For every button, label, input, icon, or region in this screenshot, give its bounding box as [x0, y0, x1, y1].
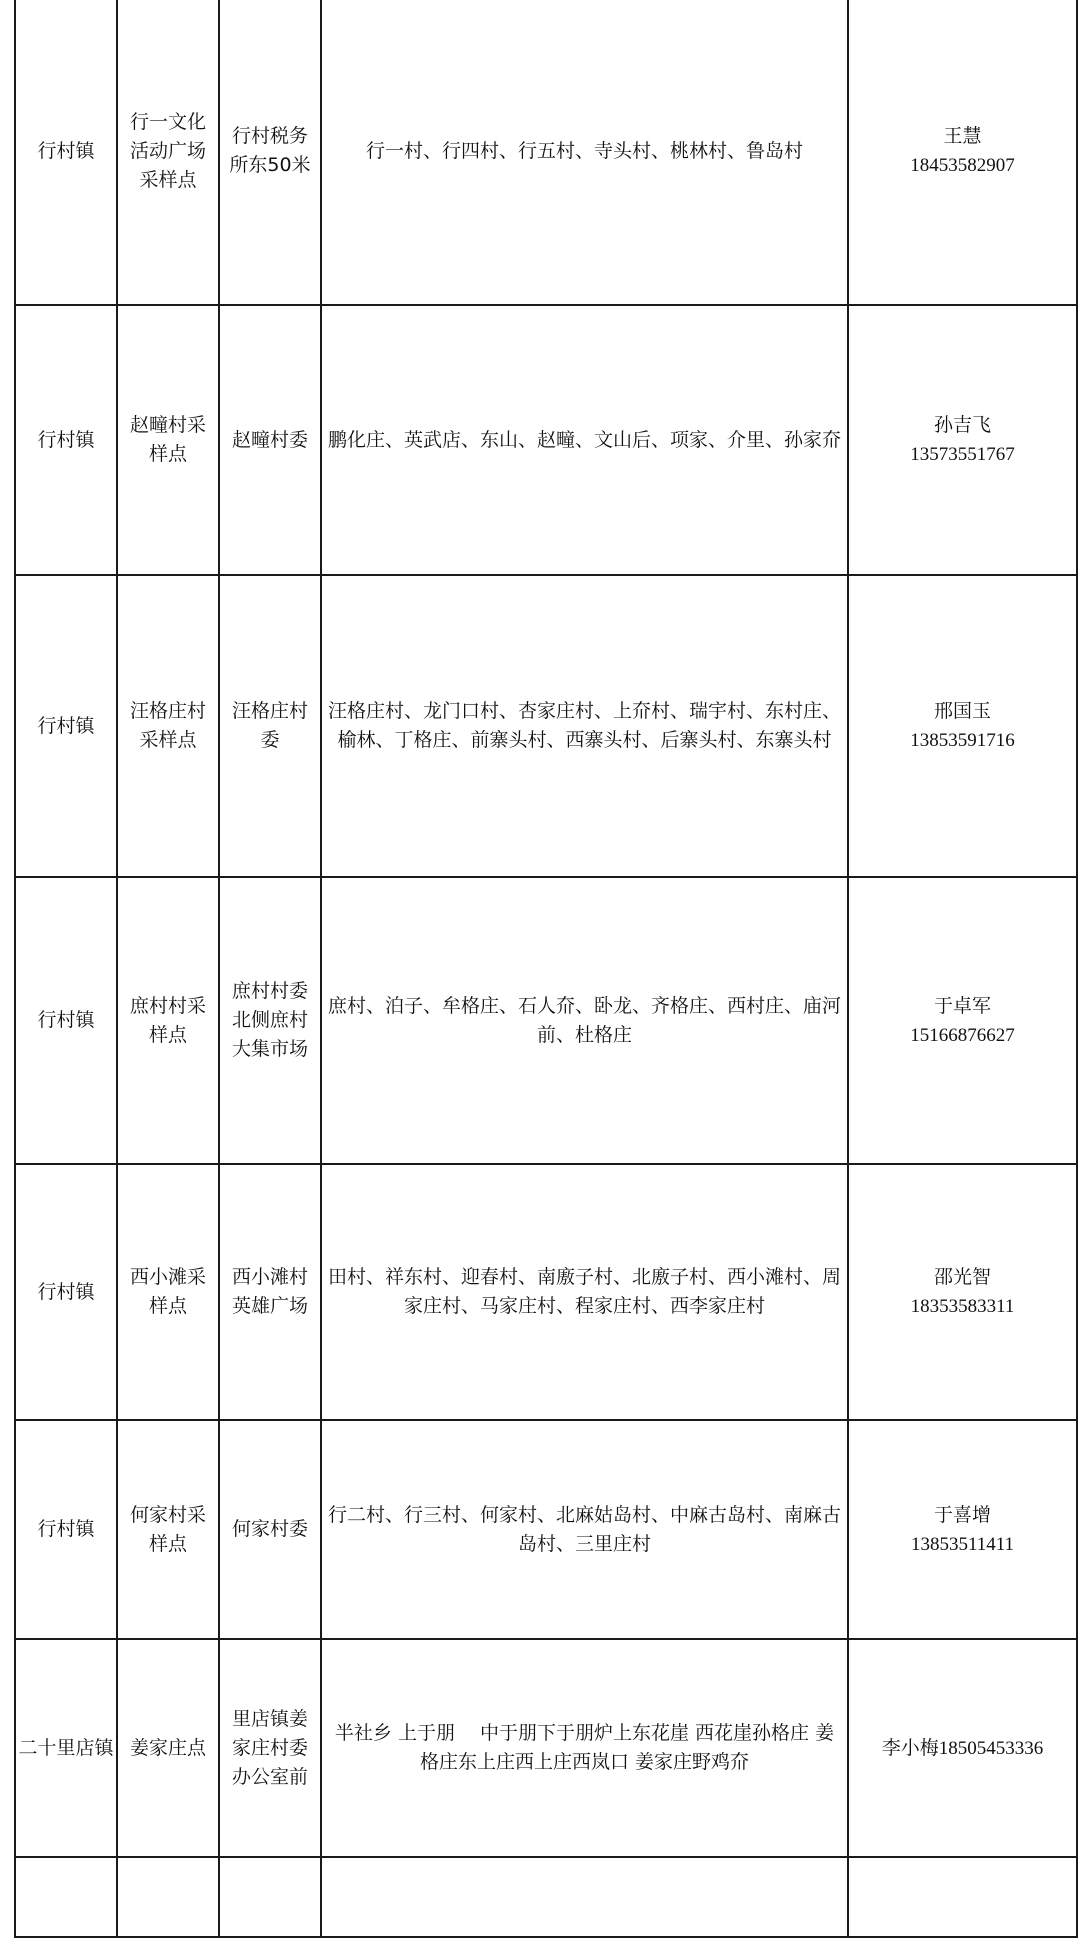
table-row	[15, 305, 1077, 575]
site-cell: 姜家庄点	[117, 1639, 219, 1857]
contact-cell	[848, 1164, 1077, 1420]
villages-cell: 行一村、行四村、行五村、寺头村、桃林村、鲁岛村	[321, 0, 848, 305]
contact-phone: 18353583311	[910, 1296, 1015, 1317]
site-cell: 赵疃村采样点	[117, 305, 219, 575]
site-cell: 西小滩采样点	[117, 1164, 219, 1420]
town-cell: 行村镇	[15, 877, 117, 1164]
location-cell: 西小滩村英雄广场	[219, 1164, 321, 1420]
contact-cell	[848, 575, 1077, 877]
table-row	[15, 877, 1077, 1164]
table-row	[15, 1420, 1077, 1639]
villages-cell: 行二村、行三村、何家村、北麻姑岛村、中麻古岛村、南麻古岛村、三里庄村	[321, 1420, 848, 1639]
site-cell: 汪格庄村采样点	[117, 575, 219, 877]
villages-cell: 半社乡 上于朋 中于朋下于朋炉上东花崖 西花崖孙格庄 姜格庄东上庄西上庄西岚口 姜家庄野鸡夼	[321, 1639, 848, 1857]
location-cell: 庶村村委北侧庶村大集市场	[219, 877, 321, 1164]
table-row	[15, 1857, 1077, 1937]
town-cell: 行村镇	[15, 1164, 117, 1420]
empty-cell	[848, 1857, 1077, 1937]
table-row	[15, 0, 1077, 305]
contact-cell	[848, 305, 1077, 575]
empty-cell	[321, 1857, 848, 1937]
villages-cell: 田村、祥东村、迎春村、南廒子村、北廒子村、西小滩村、周家庄村、马家庄村、程家庄村、西李家庄村	[321, 1164, 848, 1420]
location-cell: 汪格庄村委	[219, 575, 321, 877]
contact-phone: 13573551767	[910, 444, 1015, 465]
contact-phone: 13853591716	[910, 730, 1015, 751]
table-row	[15, 1639, 1077, 1857]
contact-cell	[848, 877, 1077, 1164]
contact-name: 于喜增	[933, 1503, 991, 1526]
villages-cell: 庶村、泊子、牟格庄、石人夼、卧龙、齐格庄、西村庄、庙河前、杜格庄	[321, 877, 848, 1164]
contact-phone: 18505453336	[938, 1737, 1044, 1759]
villages-cell: 鹏化庄、英武店、东山、赵疃、文山后、项家、介里、孙家夼	[321, 305, 848, 575]
contact-cell	[848, 0, 1077, 305]
site-cell: 何家村采样点	[117, 1420, 219, 1639]
contact-cell	[848, 1420, 1077, 1639]
table-row	[15, 1164, 1077, 1420]
town-cell: 行村镇	[15, 0, 117, 305]
villages-cell: 汪格庄村、龙门口村、杏家庄村、上夼村、瑞宇村、东村庄、榆林、丁格庄、前寨头村、西寨头村、后寨头村、东寨头村	[321, 575, 848, 877]
site-cell: 行一文化活动广场采样点	[117, 0, 219, 305]
empty-cell	[219, 1857, 321, 1937]
contact-name: 孙吉飞	[933, 414, 991, 436]
town-cell: 行村镇	[15, 575, 117, 877]
town-cell: 行村镇	[15, 305, 117, 575]
contact-phone: 18453582907	[910, 155, 1015, 176]
site-cell: 庶村村采样点	[117, 877, 219, 1164]
town-cell: 行村镇	[15, 1420, 117, 1639]
empty-cell	[15, 1857, 117, 1937]
contact-name: 李小梅	[881, 1736, 939, 1759]
contact-name: 王慧	[943, 125, 982, 147]
contact-phone: 13853511411	[910, 1533, 1015, 1555]
contact-phone: 15166876627	[910, 1024, 1015, 1046]
location-cell: 赵疃村委	[219, 305, 321, 575]
location-cell: 行村税务所东50米	[219, 0, 321, 305]
location-cell: 里店镇姜家庄村委办公室前	[219, 1639, 321, 1857]
location-cell: 何家村委	[219, 1420, 321, 1639]
town-cell: 二十里店镇	[15, 1639, 117, 1857]
sampling-sites-table	[14, 0, 1078, 1938]
contact-name: 于卓军	[933, 994, 991, 1017]
contact-name: 邵光智	[933, 1266, 991, 1288]
table-row	[15, 575, 1077, 877]
contact-name: 邢国玉	[933, 700, 991, 722]
empty-cell	[117, 1857, 219, 1937]
contact-cell	[848, 1639, 1077, 1857]
